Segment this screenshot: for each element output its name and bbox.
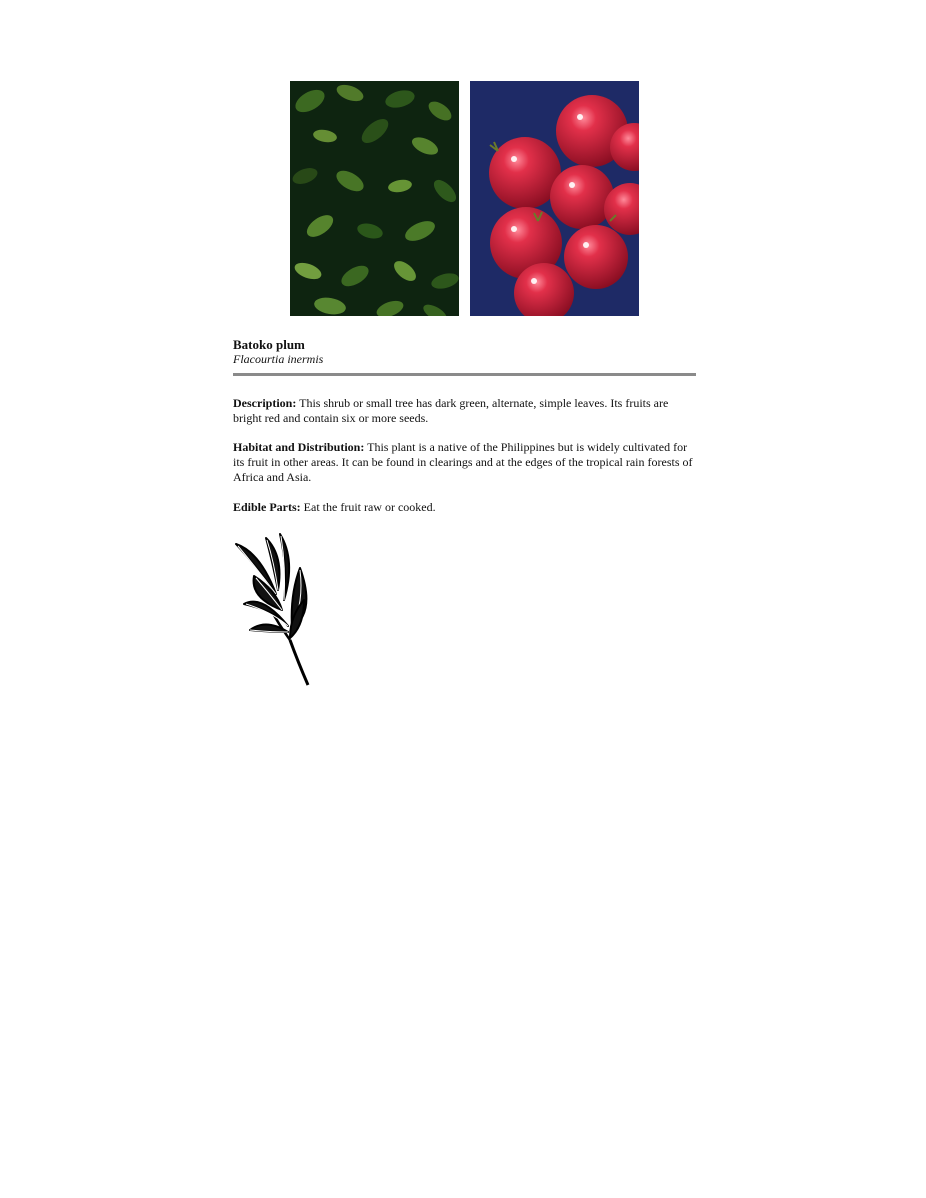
common-name: Batoko plum — [233, 337, 305, 352]
edible-parts-text: Eat the fruit raw or cooked. — [300, 500, 436, 514]
habitat-paragraph — [233, 440, 696, 485]
edible-parts-label: Edible Parts: — [233, 500, 301, 514]
plant-title-block — [233, 337, 323, 366]
habitat-label: Habitat and Distribution: — [233, 440, 365, 454]
section-divider — [233, 373, 696, 376]
scientific-name: Flacourtia inermis — [233, 352, 324, 366]
description-text: This shrub or small tree has dark green, alternate, simple leaves. Its fruits are bright red and contain six or more seeds. — [233, 396, 669, 425]
habitat-text: This plant is a native of the Philippines but is widely cultivated for its fruit in other areas. It can be found in clearings and at the edges of the tropical rain forests of Africa and Asia. — [233, 440, 693, 484]
shrub-photo-image — [290, 81, 459, 316]
fruit-photo — [470, 81, 639, 316]
fruit-photo-image — [470, 81, 639, 316]
description-paragraph — [233, 396, 696, 426]
edible-parts-paragraph — [233, 500, 696, 515]
description-label: Description: — [233, 396, 297, 410]
shrub-photo — [290, 81, 459, 316]
leaf-illustration — [232, 530, 312, 690]
leaf-twig-icon — [232, 530, 312, 690]
